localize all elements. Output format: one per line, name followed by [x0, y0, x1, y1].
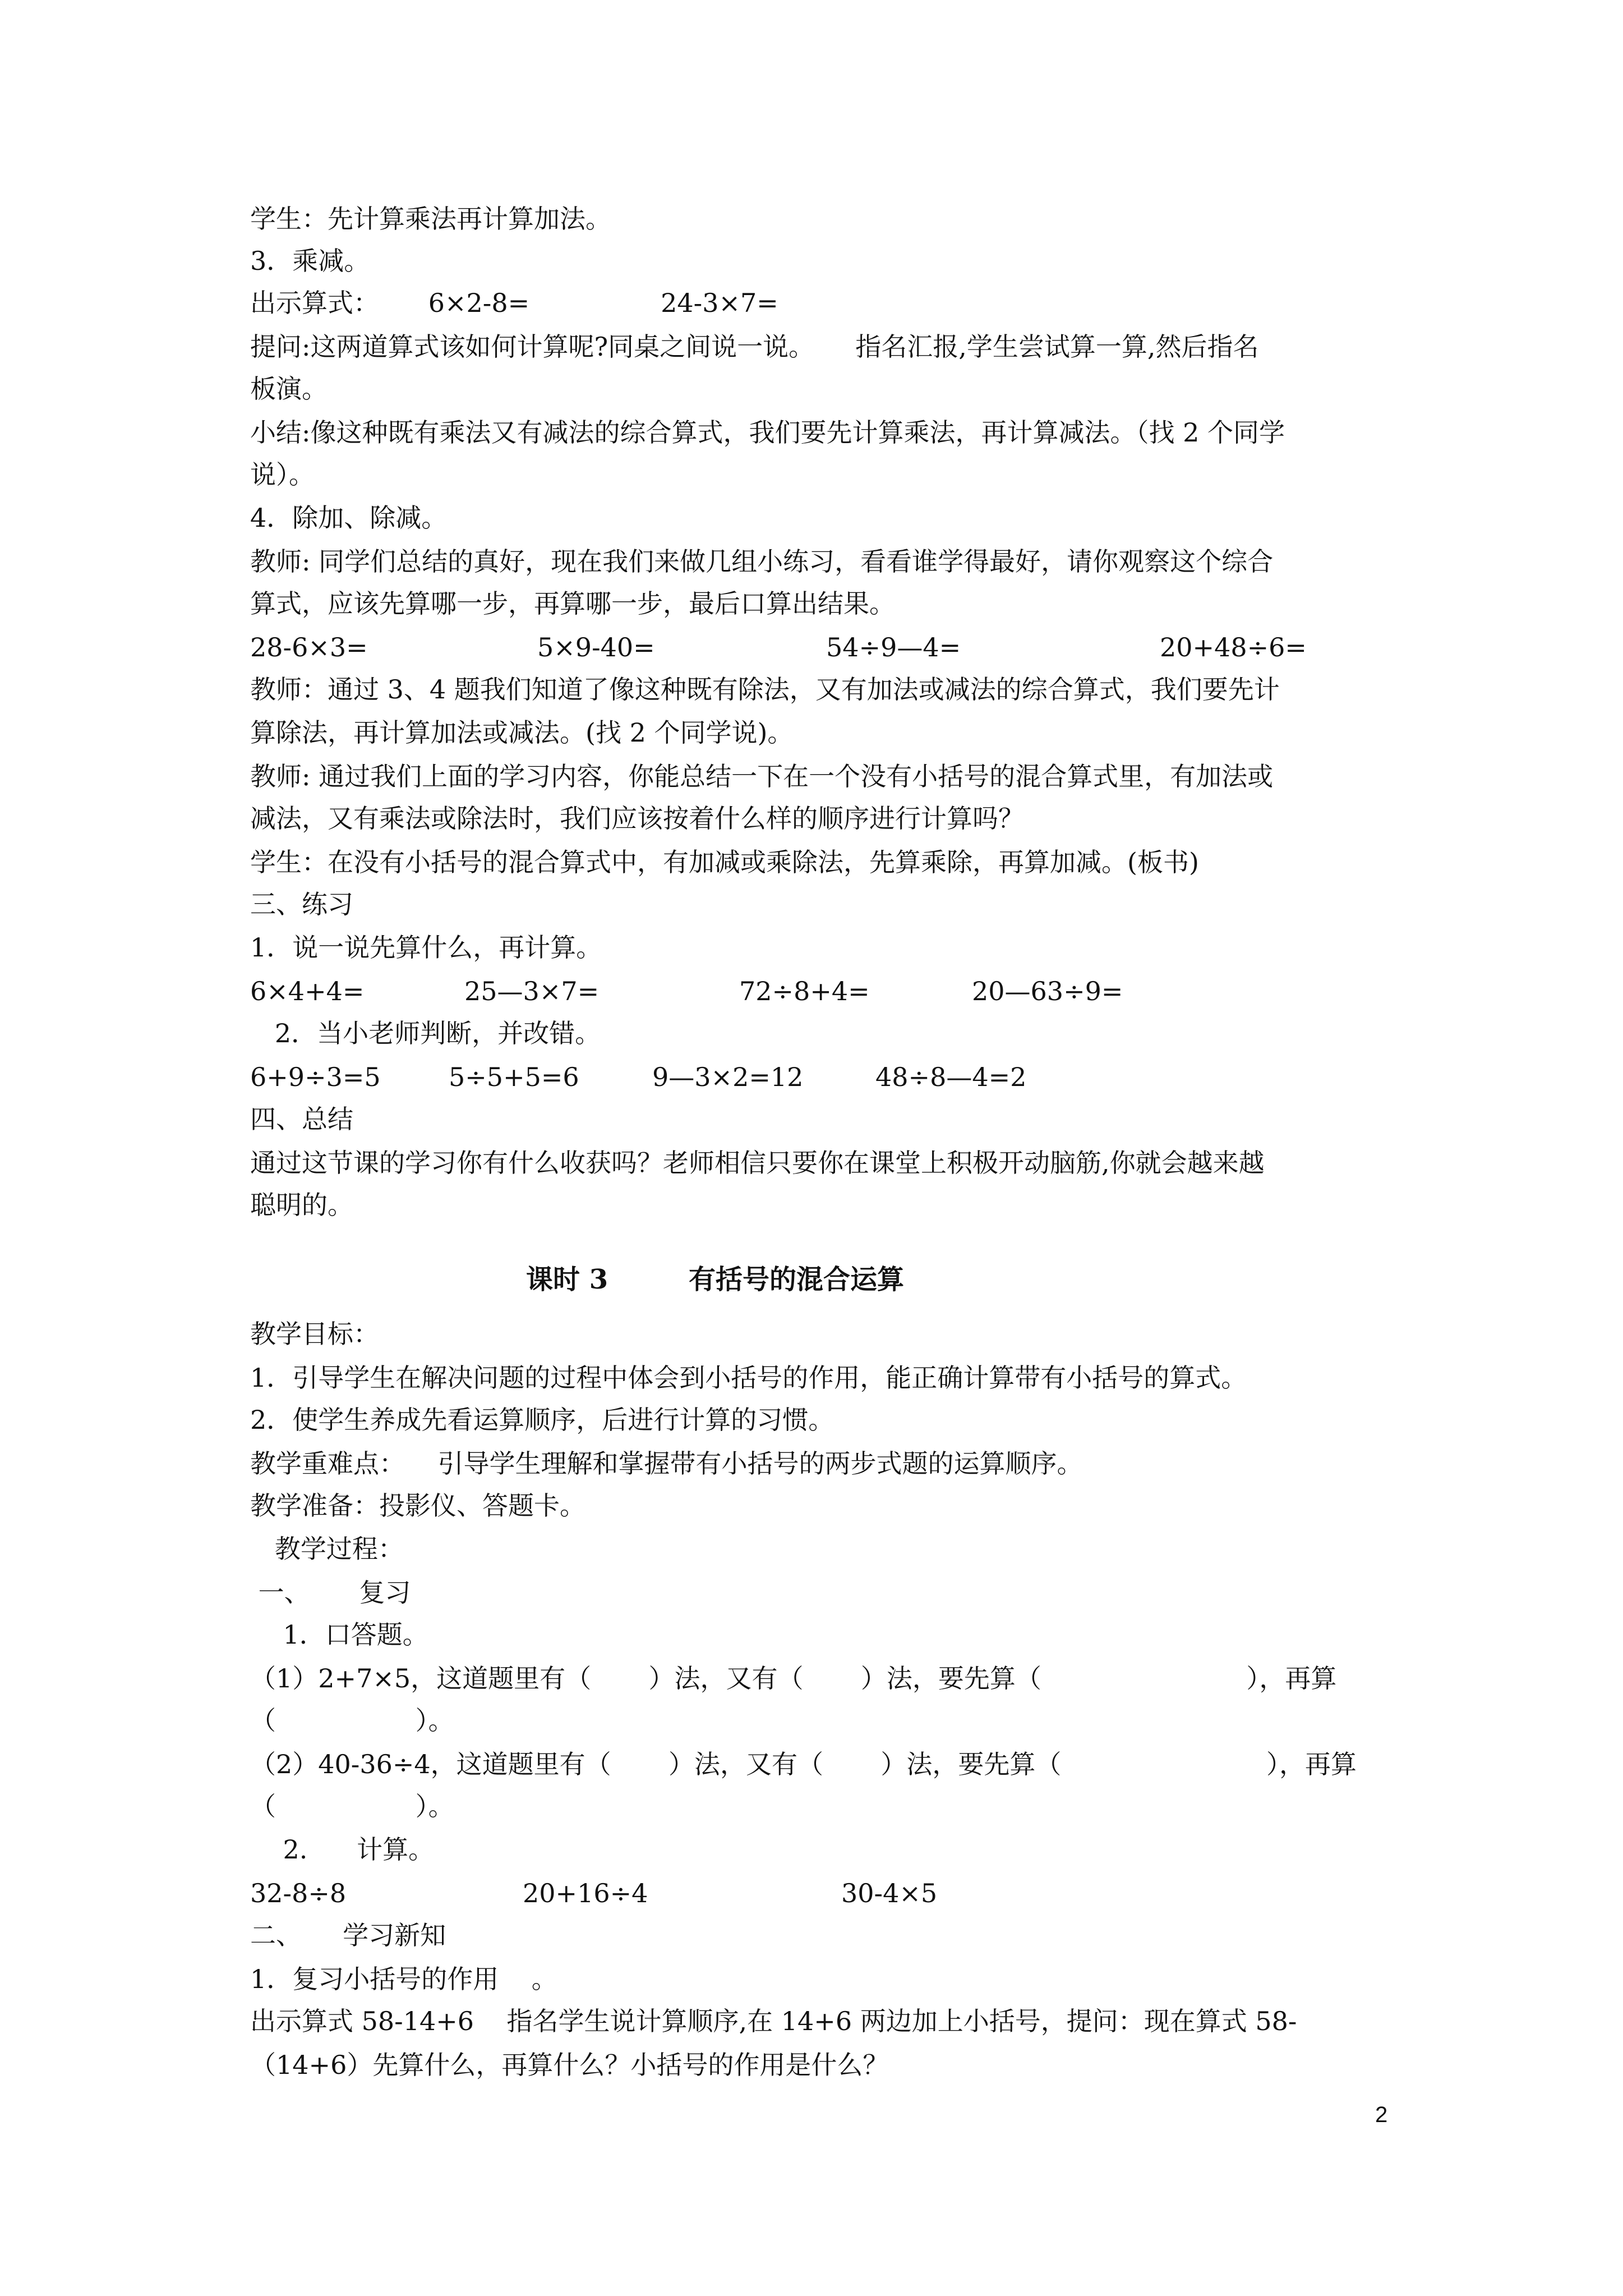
text-line: 出示算式 58-14+6 指名学生说计算顺序,在 14+6 两边加上小括号，提问：现在算式 58-	[250, 2006, 1297, 2036]
expression: 20—63÷9=	[972, 976, 1123, 1006]
exercise-row	[0, 1060, 1623, 1094]
text-line: 三、练习	[250, 889, 353, 919]
text-line: 1．引导学生在解决问题的过程中体会到小括号的作用，能正确计算带有小括号的算式。	[250, 1363, 1247, 1393]
text-line: 3．乘减。	[250, 246, 370, 276]
text-line: 算除法，再计算加法或减法。(找 2 个同学说)。	[250, 717, 794, 748]
expression: 54÷9—4=	[826, 632, 961, 662]
expression: 28-6×3=	[250, 632, 368, 662]
text-line: 板演。	[250, 374, 328, 404]
text-line: 1．复习小括号的作用 。	[250, 1964, 557, 1994]
text-line: 学生：在没有小括号的混合算式中，有加减或乘除法，先算乘除，再算加减。(板书)	[250, 847, 1199, 877]
expression: 6×4+4=	[250, 976, 365, 1006]
text-line: 二、 学习新知	[250, 1920, 446, 1950]
text-line: 2. 计算。	[250, 1834, 435, 1865]
expression: 48÷8—4=2	[875, 1062, 1027, 1092]
text-line: 提问:这两道算式该如何计算呢?同桌之间说一说。 指名汇报,学生尝试算一算,然后指名	[250, 332, 1259, 362]
exercise-row	[0, 974, 1623, 1008]
text-line: 小结:像这种既有乘法又有减法的综合算式，我们要先计算乘法，再计算减法。（找 2 个同学	[250, 417, 1285, 448]
expression: 5×9-40=	[537, 632, 655, 662]
text-line: 教学目标：	[250, 1319, 379, 1349]
text-line: 1．口答题。	[250, 1619, 428, 1650]
page-number: 2	[1375, 2102, 1388, 2127]
exercise-row	[0, 1876, 1623, 1910]
expression: 20+48÷6=	[1160, 632, 1307, 662]
text-line: （ ）。	[250, 1705, 454, 1736]
text-line: 4．除加、除减。	[250, 503, 448, 533]
text-line: 2．当小老师判断，并改错。	[250, 1018, 601, 1048]
text-line: 教师：通过 3、4 题我们知道了像这种既有除法，又有加法或减法的综合算式，我们要先计	[250, 674, 1280, 705]
text-line: 教学过程：	[250, 1534, 404, 1564]
text-line: （1）2+7×5，这道题里有（ ）法，又有（ ）法，要先算（ ），再算	[250, 1663, 1337, 1694]
exercise-row	[0, 631, 1623, 664]
expression: 30-4×5	[841, 1878, 938, 1908]
text-line: 说）。	[250, 459, 315, 490]
expression: 25—3×7=	[464, 976, 600, 1006]
text-line: 通过这节课的学习你有什么收获吗？老师相信只要你在课堂上积极开动脑筋,你就会越来越	[250, 1148, 1265, 1178]
text-line: 教师: 同学们总结的真好，现在我们来做几组小练习，看看谁学得最好，请你观察这个综合	[250, 546, 1274, 577]
expression: 6+9÷3=5	[250, 1062, 381, 1092]
text-line: 聪明的。	[250, 1190, 353, 1220]
text-line: 一、 复习	[250, 1577, 411, 1608]
text-line: 算式，应该先算哪一步，再算哪一步，最后口算出结果。	[250, 588, 895, 619]
text-line: 减法，又有乘法或除法时，我们应该按着什么样的顺序进行计算吗？	[250, 803, 1024, 834]
expression: 72÷8+4=	[739, 976, 870, 1006]
expression: 9—3×2=12	[652, 1062, 804, 1092]
text-line: 2．使学生养成先看运算顺序，后进行计算的习惯。	[250, 1405, 834, 1435]
text-line: 四、总结	[250, 1104, 353, 1134]
text-line: 教师: 通过我们上面的学习内容，你能总结一下在一个没有小括号的混合算式里，有加法或	[250, 761, 1274, 792]
text-line: 出示算式： 6×2-8= 24-3×7=	[250, 288, 778, 318]
expression: 20+16÷4	[523, 1878, 648, 1908]
lesson-number: 课时 3	[526, 1264, 608, 1295]
expression: 32-8÷8	[250, 1878, 347, 1908]
expression: 5÷5+5=6	[449, 1062, 579, 1092]
text-line: 学生：先计算乘法再计算加法。	[250, 204, 611, 234]
text-line: （ ）。	[250, 1791, 454, 1821]
text-line: 教学重难点： 引导学生理解和掌握带有小括号的两步式题的运算顺序。	[250, 1448, 1083, 1479]
text-line: 1．说一说先算什么，再计算。	[250, 932, 602, 963]
text-line: （2）40-36÷4，这道题里有（ ）法，又有（ ）法，要先算（ ），再算	[250, 1749, 1357, 1779]
text-line: 教学准备：投影仪、答题卡。	[250, 1490, 585, 1521]
lesson-title: 有括号的混合运算	[689, 1264, 905, 1295]
text-line: （14+6）先算什么，再算什么？小括号的作用是什么？	[250, 2050, 889, 2080]
